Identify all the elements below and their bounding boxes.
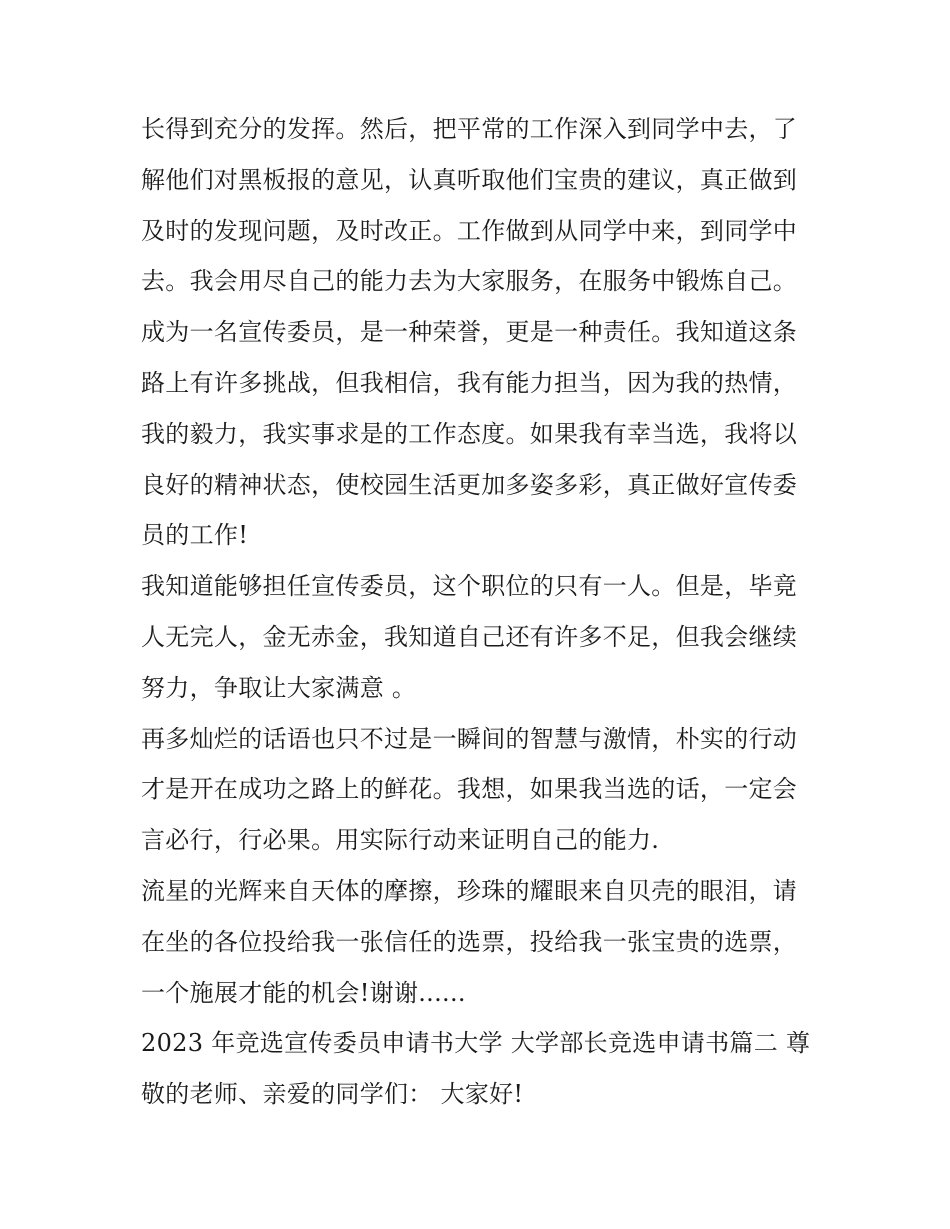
text-line: 员的工作! (141, 521, 249, 550)
text-line: 长得到充分的发挥。然后，把平常的工作深入到同学中去，了 (141, 115, 798, 143)
text-line: 流星的光辉来自天体的摩擦，珍珠的耀眼来自贝壳的眼泪，请 (141, 876, 798, 905)
text-line: 在坐的各位投给我一张信任的选票，投给我一张宝贵的选票， (141, 927, 798, 956)
text-line: 敬的老师、亲爱的同学们： 大家好! (141, 1080, 524, 1109)
text-line: 言必行，行必果。用实际行动来证明自己的能力. (141, 826, 660, 855)
text-line: 再多灿烂的话语也只不过是一瞬间的智慧与激情，朴实的行动 (141, 724, 798, 753)
text-line: 成为一名宣传委员，是一种荣誉，更是一种责任。我知道这条 (141, 318, 798, 347)
text-line: 2023 年竞选宣传委员申请书大学 大学部长竞选申请书篇二 尊 (141, 1029, 811, 1058)
text-line: 努力，争取让大家满意 。 (141, 673, 417, 702)
text-line: 才是开在成功之路上的鲜花。我想，如果我当选的话，一定会 (141, 775, 798, 804)
text-line: 及时的发现问题，及时改正。工作做到从同学中来，到同学中 (141, 216, 798, 245)
text-line: 去。我会用尽自己的能力去为大家服务，在服务中锻炼自己。 (141, 267, 798, 296)
text-line: 人无完人，金无赤金，我知道自己还有许多不足，但我会继续 (141, 622, 798, 651)
body-text (141, 104, 821, 1120)
text-line: 我的毅力，我实事求是的工作态度。如果我有幸当选，我将以 (141, 419, 798, 448)
text-line: 我知道能够担任宣传委员，这个职位的只有一人。但是，毕竟 (141, 572, 798, 601)
text-line: 良好的精神状态，使校园生活更加多姿多彩，真正做好宣传委 (141, 470, 798, 499)
text-line: 一个施展才能的机会!谢谢...... (141, 978, 466, 1007)
text-line: 解他们对黑板报的意见，认真听取他们宝贵的建议，真正做到 (141, 165, 798, 194)
text-line: 路上有许多挑战，但我相信，我有能力担当，因为我的热情， (141, 368, 798, 397)
